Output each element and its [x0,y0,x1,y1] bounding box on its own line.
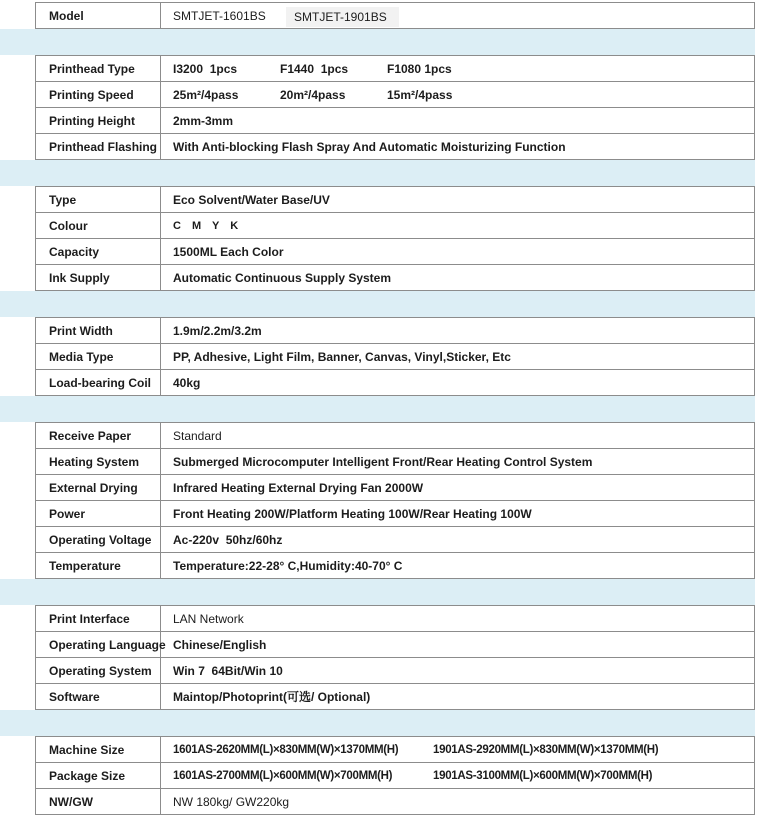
spec-label: Software [36,684,161,709]
row-package-size [35,762,755,789]
spec-value: PP, Adhesive, Light Film, Banner, Canvas, Vinyl,Sticker, Etc [173,349,511,364]
row-external-drying [35,474,755,501]
row-ink-type [35,186,755,213]
spec-value: 2mm-3mm [173,113,234,128]
model-1601: SMTJET-1601BS [173,8,266,23]
spec-value: LAN Network [173,611,244,626]
section-band [0,396,755,422]
section-band [0,710,755,736]
spec-value: Automatic Continuous Supply System [173,270,392,285]
spec-label: Power [36,501,161,526]
spec-value: Front Heating 200W/Platform Heating 100W/Rear Heating 100W [173,506,532,521]
spec-value: 1500ML Each Color [173,244,284,259]
spec-label: Printhead Type [36,56,161,81]
row-nw-gw [35,788,755,815]
spec-label: Package Size [36,763,161,788]
row-print-interface [35,605,755,632]
row-power [35,500,755,527]
row-software [35,683,755,710]
row-temperature [35,552,755,579]
model-1901: SMTJET-1901BS [286,7,399,27]
spec-label: Colour [36,213,161,238]
spec-value: NW 180kg/ GW220kg [173,794,290,809]
spec-value: Ac-220v 50hz/60hz [173,532,283,547]
spec-label: Type [36,187,161,212]
row-printing-height [35,107,755,134]
spec-value: 1601AS-2700MM(L)×600MM(W)×700MM(H) 1901AS-3100MM(L)×600MM(W)×700MM(H) [173,769,653,782]
row-media-type [35,343,755,370]
spec-label: Printing Speed [36,82,161,107]
section-band [0,29,755,55]
spec-value: Submerged Microcomputer Intelligent Front/Rear Heating Control System [173,454,593,469]
row-heating-system [35,448,755,475]
spec-label: Heating System [36,449,161,474]
spec-value: With Anti-blocking Flash Spray And Automatic Moisturizing Function [173,139,566,154]
row-model [35,2,755,29]
row-operating-language [35,631,755,658]
spec-label: Print Interface [36,606,161,631]
spec-label: Machine Size [36,737,161,762]
spec-value: Eco Solvent/Water Base/UV [173,192,330,207]
spec-value: 1.9m/2.2m/3.2m [173,323,262,338]
row-operating-system [35,657,755,684]
spec-label: Model [36,3,161,28]
section-band [0,291,755,317]
spec-label: Load-bearing Coil [36,370,161,395]
spec-label: Print Width [36,318,161,343]
row-printhead-type [35,55,755,82]
row-receive-paper [35,422,755,449]
spec-value: Standard [173,428,222,443]
section-band [0,160,755,186]
spec-value: C M Y K [173,219,243,232]
spec-value: 40kg [173,375,201,390]
row-print-width [35,317,755,344]
spec-value: Infrared Heating External Drying Fan 2000W [173,480,424,495]
row-printing-speed [35,81,755,108]
spec-label: Receive Paper [36,423,161,448]
spec-value: 1601AS-2620MM(L)×830MM(W)×1370MM(H) 1901AS-2920MM(L)×830MM(W)×1370MM(H) [173,743,659,756]
row-printhead-flashing [35,133,755,160]
spec-label: Printing Height [36,108,161,133]
spec-label: Operating System [36,658,161,683]
spec-value: Maintop/Photoprint(可选/ Optional) [173,690,371,704]
spec-label: Ink Supply [36,265,161,290]
spec-value: I3200 1pcs F1440 1pcs F1080 1pcs [173,61,452,76]
row-operating-voltage [35,526,755,553]
spec-label: Printhead Flashing [36,134,161,159]
row-load-bearing-coil [35,369,755,396]
spec-value [161,3,754,28]
row-capacity [35,238,755,265]
spec-label: NW/GW [36,789,161,814]
spec-label: Capacity [36,239,161,264]
spec-label: Media Type [36,344,161,369]
spec-label: Operating Voltage [36,527,161,552]
spec-value: Chinese/English [173,637,267,652]
row-ink-supply [35,264,755,291]
spec-value: Temperature:22-28° C,Humidity:40-70° C [173,558,403,573]
spec-value: Win 7 64Bit/Win 10 [173,663,283,678]
spec-label: Operating Language [36,632,161,657]
spec-value: 25m²/4pass 20m²/4pass 15m²/4pass [173,87,453,102]
spec-label: External Drying [36,475,161,500]
spec-label: Temperature [36,553,161,578]
section-band [0,579,755,605]
row-colour [35,212,755,239]
row-machine-size [35,736,755,763]
